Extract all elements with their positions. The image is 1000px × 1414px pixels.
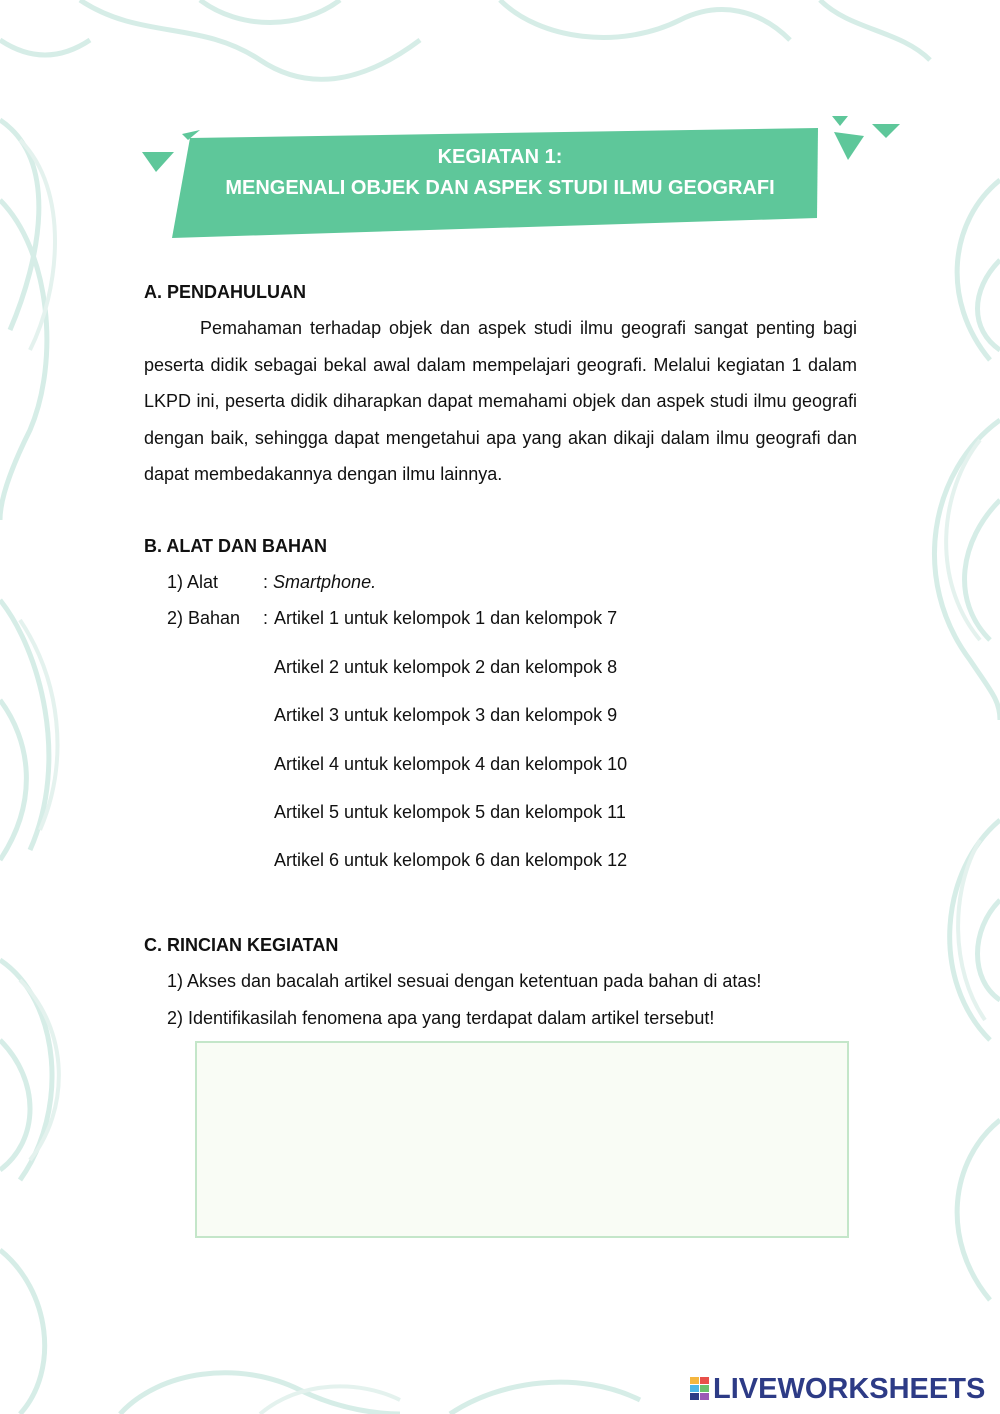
section-a-paragraph: Pemahaman terhadap objek dan aspek studi ilmu geografi sangat penting bagi peserta didik sebagai bekal awal dalam mempelajari geografi. Melalui kegiatan 1 dalam LKPD ini, peserta didik diharapkan dapat memahami objek dan aspek studi ilmu geografi dengan baik, sehingga dapat mengetahui apa yang akan dikaji dalam ilmu geografi dan dapat membedakannya dengan ilmu lainnya. (144, 318, 857, 484)
liveworksheets-logo-text: LIVEWORKSHEETS (713, 1372, 986, 1405)
bahan-item-6: Artikel 6 untuk kelompok 6 dan kelompok 12 (274, 850, 628, 870)
bahan-item-4: Artikel 4 untuk kelompok 4 dan kelompok 10 (274, 754, 628, 774)
bahan-item-3: Artikel 3 untuk kelompok 3 dan kelompok 9 (274, 705, 618, 725)
bahan-separator: : (263, 608, 269, 628)
liveworksheets-logo (690, 1374, 985, 1404)
alat-label: 1) Alat (167, 572, 219, 592)
bahan-label: 2) Bahan (167, 608, 241, 628)
alat-value-text: Smartphone. (273, 572, 377, 592)
bahan-item-1: Artikel 1 untuk kelompok 1 dan kelompok 7 (274, 608, 618, 628)
banner-accent-left (142, 152, 174, 172)
alat-value (263, 572, 376, 593)
section-a-title: A. PENDAHULUAN (144, 282, 306, 302)
bahan-item-5: Artikel 5 untuk kelompok 5 dan kelompok 11 (274, 802, 626, 822)
answer-box[interactable] (195, 1041, 849, 1238)
banner-title-line1: KEGIATAN 1: (437, 146, 563, 168)
banner-title (185, 142, 815, 204)
banner-accent-small (832, 116, 848, 126)
step-1: 1) Akses dan bacalah artikel sesuai dengan ketentuan pada bahan di atas! (167, 971, 762, 991)
alat-separator: : (263, 572, 274, 592)
liveworksheets-logo-icon (690, 1377, 710, 1401)
banner-accent-right (834, 132, 864, 160)
section-b-title: B. ALAT DAN BAHAN (144, 536, 327, 556)
step-2: 2) Identifikasilah fenomena apa yang terdapat dalam artikel tersebut! (167, 1008, 715, 1028)
bahan-item-2: Artikel 2 untuk kelompok 2 dan kelompok 8 (274, 657, 618, 677)
banner-title-line2: MENGENALI OBJEK DAN ASPEK STUDI ILMU GEOGRAFI (225, 177, 775, 199)
section-c-title: C. RINCIAN KEGIATAN (144, 935, 339, 955)
banner-accent-far-right (872, 124, 900, 138)
